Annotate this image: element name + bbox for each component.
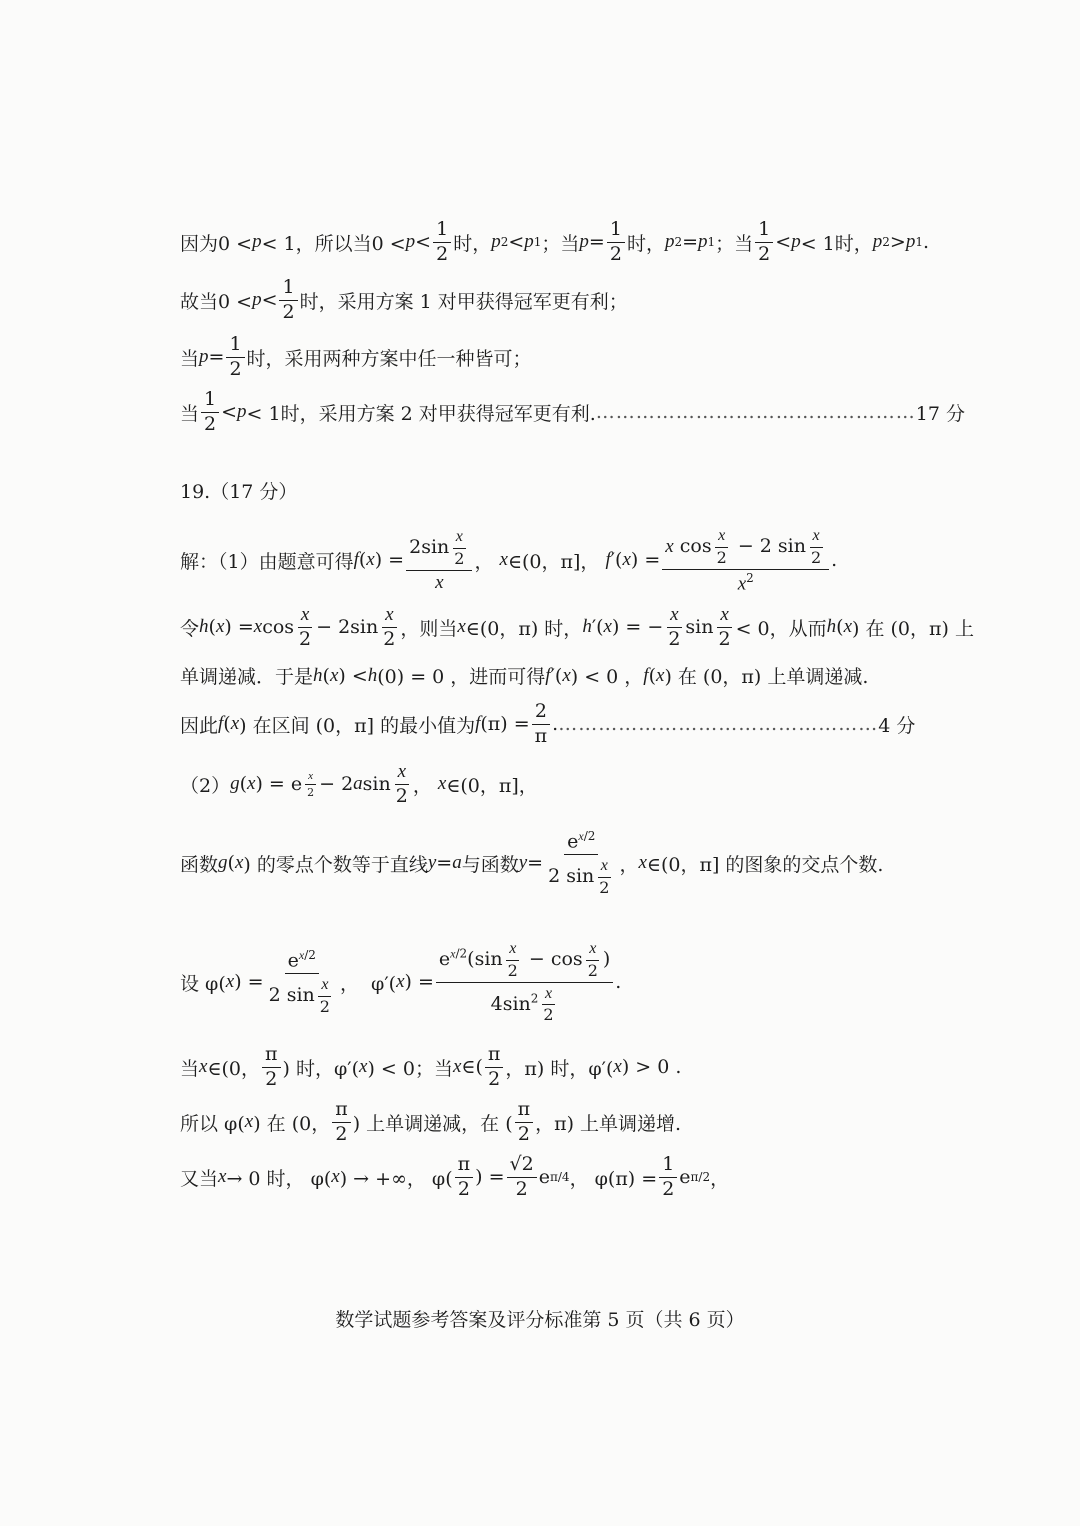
line-7-content: 令 h ( x ) = x cos $\frac{x}{2}$ − 2sin $\frac{x}{2}$ ，则当 x ∈(0，π) 时， h ′( x ) = − $\frac{x}{2}$ sin $\frac{x}{2}$ < 0，从而 h ( x ) 在 (0，π) 上 bbox=[180, 604, 974, 650]
question-19-label: 19.（17 分） bbox=[180, 481, 298, 503]
line-13 bbox=[180, 1045, 910, 1090]
dot-leader: ………………………………………… bbox=[558, 713, 879, 736]
line-3 bbox=[180, 335, 910, 380]
line-9 bbox=[180, 700, 916, 747]
line-15 bbox=[180, 1155, 910, 1200]
line-8 bbox=[180, 662, 910, 689]
line-4-content: 当 $\frac{1}{2}$ < p < 1时，采用方案 2 对甲获得冠军更有利. bbox=[180, 388, 596, 435]
line-8-content: 单调递减．于是 h ( x ) < h (0) = 0 ，进而可得 f ′( x ) < 0 ， f ( x ) 在 (0，π) 上单调递减. bbox=[180, 664, 869, 688]
line-11-content: 函数 g ( x ) 的零点个数等于直线 y = a 与函数 y = $e^{x/2}$ 2 sin $\frac{x}{2}$ ， x ∈(0，π] 的图象的交点个数. bbox=[180, 829, 884, 898]
line-3-content: 当 p = $\frac{1}{2}$ 时，采用两种方案中任一种皆可； bbox=[180, 333, 532, 380]
line-7 bbox=[180, 604, 974, 650]
line-12 bbox=[180, 940, 910, 1024]
line-11 bbox=[180, 830, 910, 897]
line-2 bbox=[180, 278, 910, 323]
question-19-heading bbox=[180, 477, 910, 504]
line-15-content: 又当 x → 0 时， φ( x ) → +∞， φ( $\frac{\pi}{2}$ ) = $\frac{√2}{2}$ e π/4 ， φ(π) = $\frac{1}{2}$ e π/2 ， bbox=[180, 1153, 730, 1200]
score-4: 4 分 bbox=[878, 714, 916, 737]
line-6 bbox=[180, 527, 910, 594]
line-10 bbox=[180, 762, 910, 807]
line-14 bbox=[180, 1100, 910, 1145]
line-9-content: 因此 f ( x ) 在区间 (0，π] 的最小值为 f (π) = $\frac{2}{\pi}$ . bbox=[180, 700, 559, 747]
dot-leader: ………………………………………… bbox=[595, 401, 916, 424]
score-17: 17 分 bbox=[915, 402, 966, 425]
line-2-content: 故当0 < p < $\frac{1}{2}$ 时，采用方案 1 对甲获得冠军更有利； bbox=[180, 276, 628, 323]
line-10-content: （2） g ( x ) = e $\frac{x}{2}$ − 2 a sin $\frac{x}{2}$ ， x ∈(0，π]， bbox=[180, 761, 538, 807]
line-13-content: 当 x ∈(0， $\frac{\pi}{2}$ ) 时，φ′( x ) < 0；当 x ∈( $\frac{\pi}{2}$ ，π) 时，φ′( x ) > 0 . bbox=[180, 1043, 682, 1090]
line-1-content: 因为0 < p < 1，所以当0 < p < $\frac{1}{2}$ 时， p 2 < p 1 ；当 p = $\frac{1}{2}$ 时， p 2 = p 1 ；当 $\frac{1}{2}$ < p < 1时， p 2 > p 1 . bbox=[180, 218, 929, 265]
line-12-content: 设 φ( x ) = $e^{x/2}$ 2 sin $\frac{x}{2}$ ， φ′( x ) = $e^{x/2}(\sin$ $\frac{x}{2}$ − cos $\frac{x}{2}$ ) $4\sin^2$ $\frac{x}{2}$ . bbox=[180, 940, 622, 1025]
line-6-content: 解：（1）由题意可得 f ( x ) = 2sin $\frac{x}{2}$ x ， x ∈(0，π]， f ′( x ) = x cos $\frac{x}{2}$ − 2 sin $\frac{x}{2}$ $x^2$ . bbox=[180, 527, 838, 594]
line-14-content: 所以 φ( x ) 在 (0， $\frac{\pi}{2}$ ) 上单调递减，在 ( $\frac{\pi}{2}$ ，π) 上单调递增. bbox=[180, 1098, 682, 1145]
line-4 bbox=[180, 388, 966, 435]
page-footer: 数学试题参考答案及评分标准第 5 页（共 6 页） bbox=[335, 1309, 745, 1331]
line-1 bbox=[180, 218, 929, 265]
